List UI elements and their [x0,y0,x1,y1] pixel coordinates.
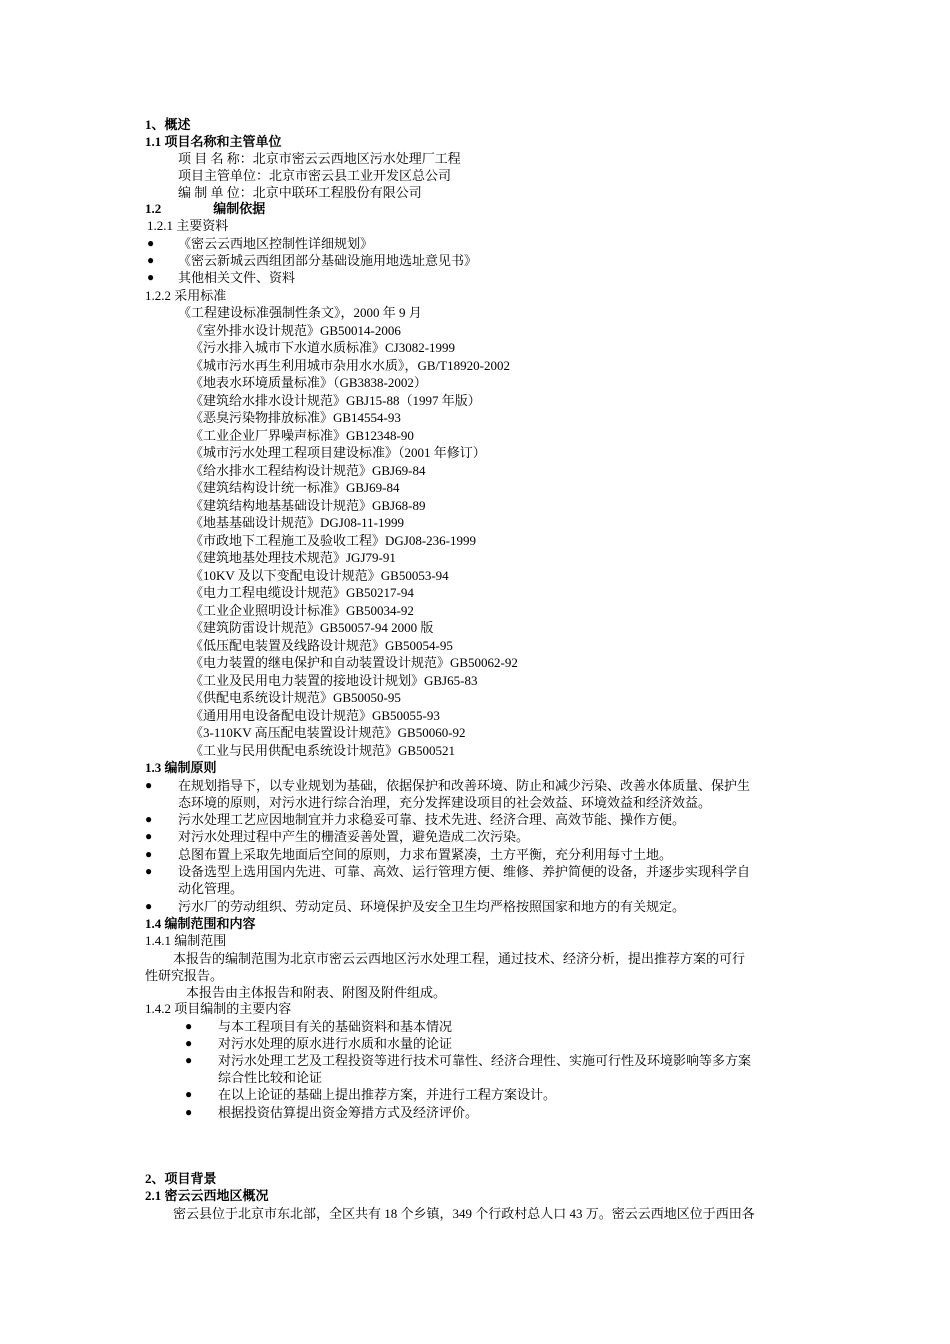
heading-1-2-number: 1.2 [145,201,162,216]
standard-item: 《低压配电装置及线路设计规范》GB50054-95 [190,638,453,653]
standard-item: 《给水排水工程结构设计规范》GBJ69-84 [190,463,426,478]
standard-item: 《电力装置的继电保护和自动装置设计规范》GB50062-92 [190,655,518,670]
heading-1-4-2: 1.4.2 项目编制的主要内容 [145,1001,292,1016]
standard-item: 《通用用电设备配电设计规范》GB50055-93 [190,708,440,723]
heading-1-4: 1.4 编制范围和内容 [145,916,256,931]
standard-item: 《3-110KV 高压配电装置设计规范》GB50060-92 [190,725,466,740]
bullet-icon: ● [145,847,153,861]
content-item: 对污水处理的原水进行水质和水量的论证 [218,1036,453,1051]
principle-item: 总图布置上采取先地面后空间的原则，力求布置紧凑，土方平衡，充分利用每寸土地。 [178,847,673,862]
standard-item: 《室外排水设计规范》GB50014-2006 [190,323,401,338]
bullet-icon: ● [147,253,155,267]
standard-item: 《建筑结构设计统一标准》GBJ69-84 [190,480,400,495]
material-item: 其他相关文件、资料 [178,270,296,285]
standard-item: 《建筑地基处理技术规范》JGJ79-91 [190,550,396,565]
scope-paragraph-continued: 性研究报告。 [145,968,224,983]
principle-item-continued: 态环境的原则，对污水进行综合治理，充分发挥建设项目的社会效益、环境效益和经济效益。 [178,795,712,810]
principle-item: 污水处理工艺应因地制宜并力求稳妥可靠、技术先进、经济合理、高效节能、操作方便。 [178,812,686,827]
bullet-icon: ● [185,1087,193,1101]
bullet-icon: ● [145,864,153,878]
standard-item: 《城市污水处理工程项目建设标准》（2001 年修订） [190,445,486,460]
content-item: 在以上论证的基础上提出推荐方案，并进行工程方案设计。 [218,1087,557,1102]
standard-item: 《地基基础设计规范》DGJ08-11-1999 [190,515,405,530]
section-1-heading: 1、概述 [145,117,191,132]
heading-1-2-2: 1.2.2 采用标准 [145,288,227,303]
principle-item: 在规划指导下，以专业规划为基础，依据保护和改善环境、防止和减少污染、改善水体质量、保护生 [178,778,751,793]
bullet-icon: ● [145,778,153,792]
bullet-icon: ● [147,270,155,284]
info-line: 项 目 名 称：北京市密云云西地区污水处理厂工程 [178,151,461,166]
standard-item: 《地表水环境质量标准》（GB3838-2002） [190,375,427,390]
principle-item: 设备选型上选用国内先进、可靠、高效、运行管理方便、维修、养护简便的设备，并逐步实现科学自 [178,864,751,879]
bullet-icon: ● [185,1105,193,1119]
standard-item: 《10KV 及以下变配电设计规范》GB50053-94 [190,568,449,583]
bullet-icon: ● [185,1036,193,1050]
heading-1-3: 1.3 编制原则 [145,760,217,775]
standard-item: 《工业企业照明设计标准》GB50034-92 [190,603,414,618]
info-line: 项目主管单位：北京市密云县工业开发区总公司 [178,168,452,183]
content-item: 根据投资估算提出资金筹措方式及经济评价。 [218,1105,479,1120]
scope-paragraph: 本报告由主体报告和附表、附图及附件组成。 [186,985,447,1000]
heading-1-1: 1.1 项目名称和主管单位 [145,134,282,149]
bullet-icon: ● [147,236,155,250]
standard-item: 《建筑防雷设计规范》GB50057-94 2000 版 [190,620,434,635]
bullet-icon: ● [185,1019,193,1033]
standard-item: 《工业及民用电力装置的接地设计规划》GBJ65-83 [190,673,478,688]
standard-item: 《恶臭污染物排放标准》GB14554-93 [190,410,401,425]
principle-item: 污水厂的劳动组织、劳动定员、环境保护及安全卫生均严格按照国家和地方的有关规定。 [178,899,686,914]
standard-item: 《工业企业厂界噪声标准》GB12348-90 [190,428,414,443]
standard-item: 《污水排入城市下水道水质标准》CJ3082-1999 [190,340,456,355]
heading-1-2-1: 1.2.1 主要资料 [147,218,229,233]
standard-item: 《城市污水再生利用城市杂用水水质》，GB/T18920-2002 [190,358,510,373]
content-item: 对污水处理工艺及工程投资等进行技术可靠性、经济合理性、实施可行性及环境影响等多方案 [218,1053,752,1068]
standard-item: 《建筑给水排水设计规范》GBJ15-88（1997 年版） [190,393,481,408]
bullet-icon: ● [145,899,153,913]
heading-2-1: 2.1 密云云西地区概况 [145,1188,269,1203]
heading-1-2 [145,200,265,217]
bullet-icon: ● [145,812,153,826]
standard-item: 《工业与民用供配电系统设计规范》GB500521 [190,743,456,758]
principle-item-continued: 动化管理。 [178,881,244,896]
section-2-heading: 2、项目背景 [145,1171,217,1186]
info-line: 编 制 单 位：北京中联环工程股份有限公司 [178,185,422,200]
heading-1-4-1: 1.4.1 编制范围 [145,933,227,948]
standard-item: 《建筑结构地基基础设计规范》GBJ68-89 [190,498,426,513]
standard-item: 《电力工程电缆设计规范》GB50217-94 [190,585,414,600]
scope-paragraph: 本报告的编制范围为北京市密云云西地区污水处理工程，通过技术、经济分析，提出推荐方案的可行 [173,951,746,966]
content-item: 与本工程项目有关的基础资料和基本情况 [218,1019,453,1034]
standard-item: 《供配电系统设计规范》GB50050-95 [190,690,401,705]
section-2-paragraph: 密云县位于北京市东北部，全区共有 18 个乡镇，349 个行政村总人口 43 万。密云云西地区位于西田各 [173,1206,755,1221]
material-item: 《密云云西地区控制性详细规划》 [178,236,374,251]
standard-item: 《工程建设标准强制性条文》，2000 年 9 月 [178,305,422,320]
standard-item: 《市政地下工程施工及验收工程》DGJ08-236-1999 [190,533,476,548]
principle-item: 对污水处理过程中产生的栅渣妥善处置，避免造成二次污染。 [178,829,530,844]
content-item-continued: 综合性比较和论证 [218,1070,323,1085]
heading-1-2-title: 编制依据 [213,201,266,216]
bullet-icon: ● [185,1053,193,1067]
material-item: 《密云新城云西组团部分基础设施用地选址意见书》 [178,253,478,268]
bullet-icon: ● [145,829,153,843]
